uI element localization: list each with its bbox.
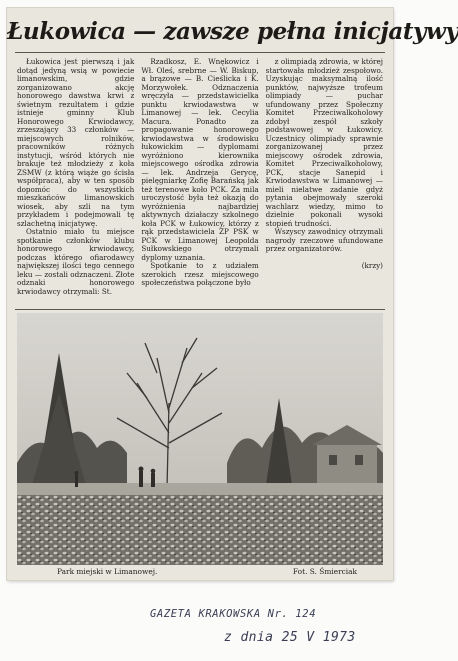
photo-credit: Fot. S. Śmierciak: [292, 567, 357, 576]
article-headline: Łukowica — zawsze pełna inicjatywy: [7, 18, 458, 45]
column-3-paragraph-1: z olimpiadą zdrowia, w której startowała młodzież zespołowo. Uzyskując maksymalną ilość punktów, najwyższe trofeum olimpiady — puchar ufundowany przez Społeczny Komitet Przeciwalkoholowy zdobył zespół szkoły podstawowej w Łukowicy. Uczestnicy olimpiady sprawnie zorganizowanej przez miejscowy ośrodek zdrowia, Komitet Przeciwalkoholowy, PCK, stacje Sanepid i Krwiodawstwa w Limanowej — mieli nielatwe zadanie gdyż pytania obejmowały szeroki wachlarz wiedzy, mimo to dzielnie pokonali wysoki stopień trudności.: [265, 57, 383, 228]
newspaper-clipping: [7, 8, 458, 580]
photo-caption: Park miejski w Limanowej.: [57, 567, 158, 576]
handwritten-date: z dnia 25 V 1973: [224, 630, 356, 645]
photo-rule: [15, 309, 385, 310]
park-photo: [17, 313, 383, 565]
author-signature: (krzy): [361, 260, 383, 270]
handwritten-source: GAZETA KRAKOWSKA Nr. 124: [150, 608, 317, 620]
column-1-paragraph-2: Ostatnio miało tu miejsce spotkanie członków klubu honorowego krwiodawcy, podczas którego ofiarodawcy największej ilości tego cennego leku — zostali odznaczeni. Złote odznaki honorowego krwiodawcy otrzymali: St.: [17, 227, 135, 296]
column-3-paragraph-2: Wszyscy zawodnicy otrzymali nagrody rzeczowe ufundowane przez organizatorów.: [265, 227, 383, 253]
park-photo-image: [17, 313, 383, 565]
article-column-3: [266, 58, 383, 308]
photo-caption-line: [17, 567, 383, 577]
article-column-2: [141, 58, 258, 308]
column-1-paragraph-1: Łukowica jest pierwszą i jak dotąd jedyną wsią w powiecie limanowskim, gdzie zorganizowano akcję honorowego dawstwa krwi z świetnym rezultatem i gdzie istnieje gminny Klub Honorowego Krwiodawcy, zrzeszający 33 członków — miejscowych rolników, pracowników różnych instytucji, wśród których nie brakuje też młodzieży z koła ZSMW (z którą wiąże go ścisła współpraca), aby w ten sposób dopomóc do wszystkich mieszkańców limanowskich wiosek, aby szli na tym przykładem i podejmowali tę szlachetną inicjatywę.: [17, 57, 135, 228]
headline-rule: [15, 52, 385, 53]
column-2-paragraph-1: Rzadkosz, E. Wnękowicz i Wł. Oleś, srebrne — W. Biskup, a brązowe — B. Cieślicka i K. Morzywołek. Odznaczenia wręczyła — przedstawicielka punktu krwiodawstwa w Limanowej — lek. Cecylia Macura. Ponadto za propagowanie honorowego krwiodawstwa w środowisku łukowickim — dyplomami wyróżniono kierownika miejscowego ośrodka zdrowia — lek. Andrzeja Gerycę, pielęgniarkę Zofię Barańską jak też terenowe koło PCK. Za mila uroczystość była też okazją do wyróżnienia najbardziej aktywnych działaczy szkolnego koła PCK w Łukowicy, którzy z rąk przedstawiciela ZP PSK w PCK w Limanowej Leopolda Sułkowskiego otrzymali dyplomy uznania.: [141, 57, 259, 262]
article-body: [17, 58, 383, 308]
column-2-paragraph-2: Spotkanie to z udziałem szerokich rzesz miejscowego społeczeństwa połączone było: [141, 261, 259, 287]
article-column-1: [17, 58, 134, 308]
